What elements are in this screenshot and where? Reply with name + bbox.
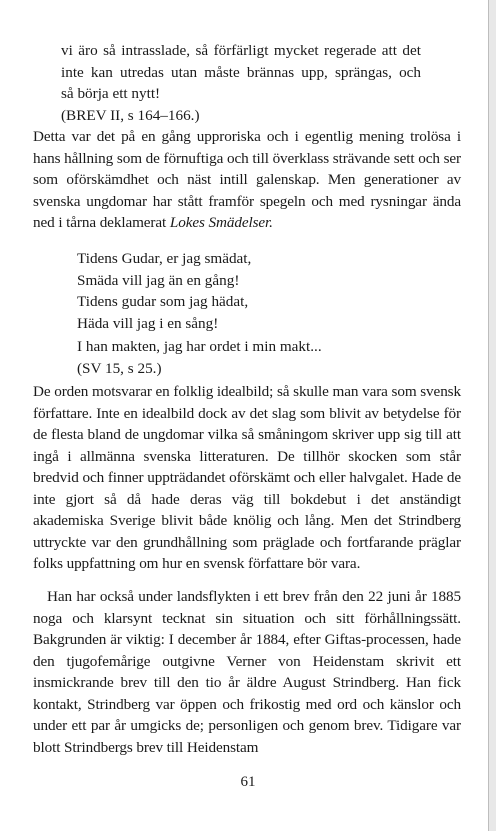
paragraph-2-text: De orden motsvarar en folklig idealbild; så skulle man vara som svensk författare. Inte en idealbild dock av det slag som blivit av betydelse för de flesta bland de ungdomar vilka så småningom skriver upp sig till att ingå i allmänna svenska litteraturen. De tillhör skocken som står bredvid och finner uppträdandet oförskämt och eller halvgalet. Hade de inte gjort så då hade deras väg till bokdebut i det anständigt akademiska Sverige blivit både knölig och lång. Men det Strindberg uttryckte var den grundhållning som präglade och fortfarande präglar folks uppfattning om hur en svensk författare bör vara. <box>33 383 461 572</box>
paragraph-3-text: Han har också under landsflykten i ett brev från den 22 juni år 1885 noga och klarsynt tecknat sin situation och sitt förhållningssätt. Bakgrunden är viktig: I december år 1884, efter Giftas-processen, hade den tjugofemårige outgivne Verner von Heidenstam skrivit ett insmickrande brev till den tio år äldre August Strindberg. Han fick kontakt, Strindberg var öppen och frikostig med ord och känslor och under ett par år umgicks de; personligen och genom brev. Tidigare var blott Strindbergs brev till Heidenstam <box>33 588 461 756</box>
work-title: Lokes Smädelser. <box>169 214 273 231</box>
quote-line-2: inte kan utredas utan måste brännas upp, sprängas, och <box>61 63 421 81</box>
page-edge <box>488 0 496 831</box>
poem-line-4: Häda vill jag i en sång! <box>77 314 219 332</box>
page-number: 61 <box>240 774 256 790</box>
poem-citation: (SV 15, s 25.) <box>77 359 162 377</box>
paragraph-2 <box>33 381 461 575</box>
paragraph-1-text: Detta var det på en gång upproriska och i egentlig mening trolösa i hans hållning som de förnuftiga och till överklass strävande sett och ser som oförskämdhet och näst intill galenskap. Men generationer av svenska ungdomar har stått framför spegeln och med rysningar ända ned i tårna deklamerat <box>33 128 461 231</box>
poem-stanza-1 <box>77 248 437 334</box>
quote-citation: (BREV II, s 164–166.) <box>61 106 200 124</box>
poem-line-3: Tidens gudar som jag hädat, <box>77 293 249 310</box>
poem-line-5: I han makten, jag har ordet i min makt... <box>77 338 322 355</box>
paragraph-1 <box>33 126 461 234</box>
paragraph-3 <box>33 586 461 758</box>
quote-line-1: vi äro så intrasslade, så förfärligt mycket regerade att det <box>61 42 421 59</box>
quote-line-3: så börja ett nytt! <box>61 85 161 102</box>
poem-line-2: Smäda vill jag än en gång! <box>77 271 240 289</box>
poem-stanza-2 <box>77 336 437 379</box>
block-quote <box>61 40 421 126</box>
poem-line-1: Tidens Gudar, er jag smädat, <box>77 250 252 267</box>
